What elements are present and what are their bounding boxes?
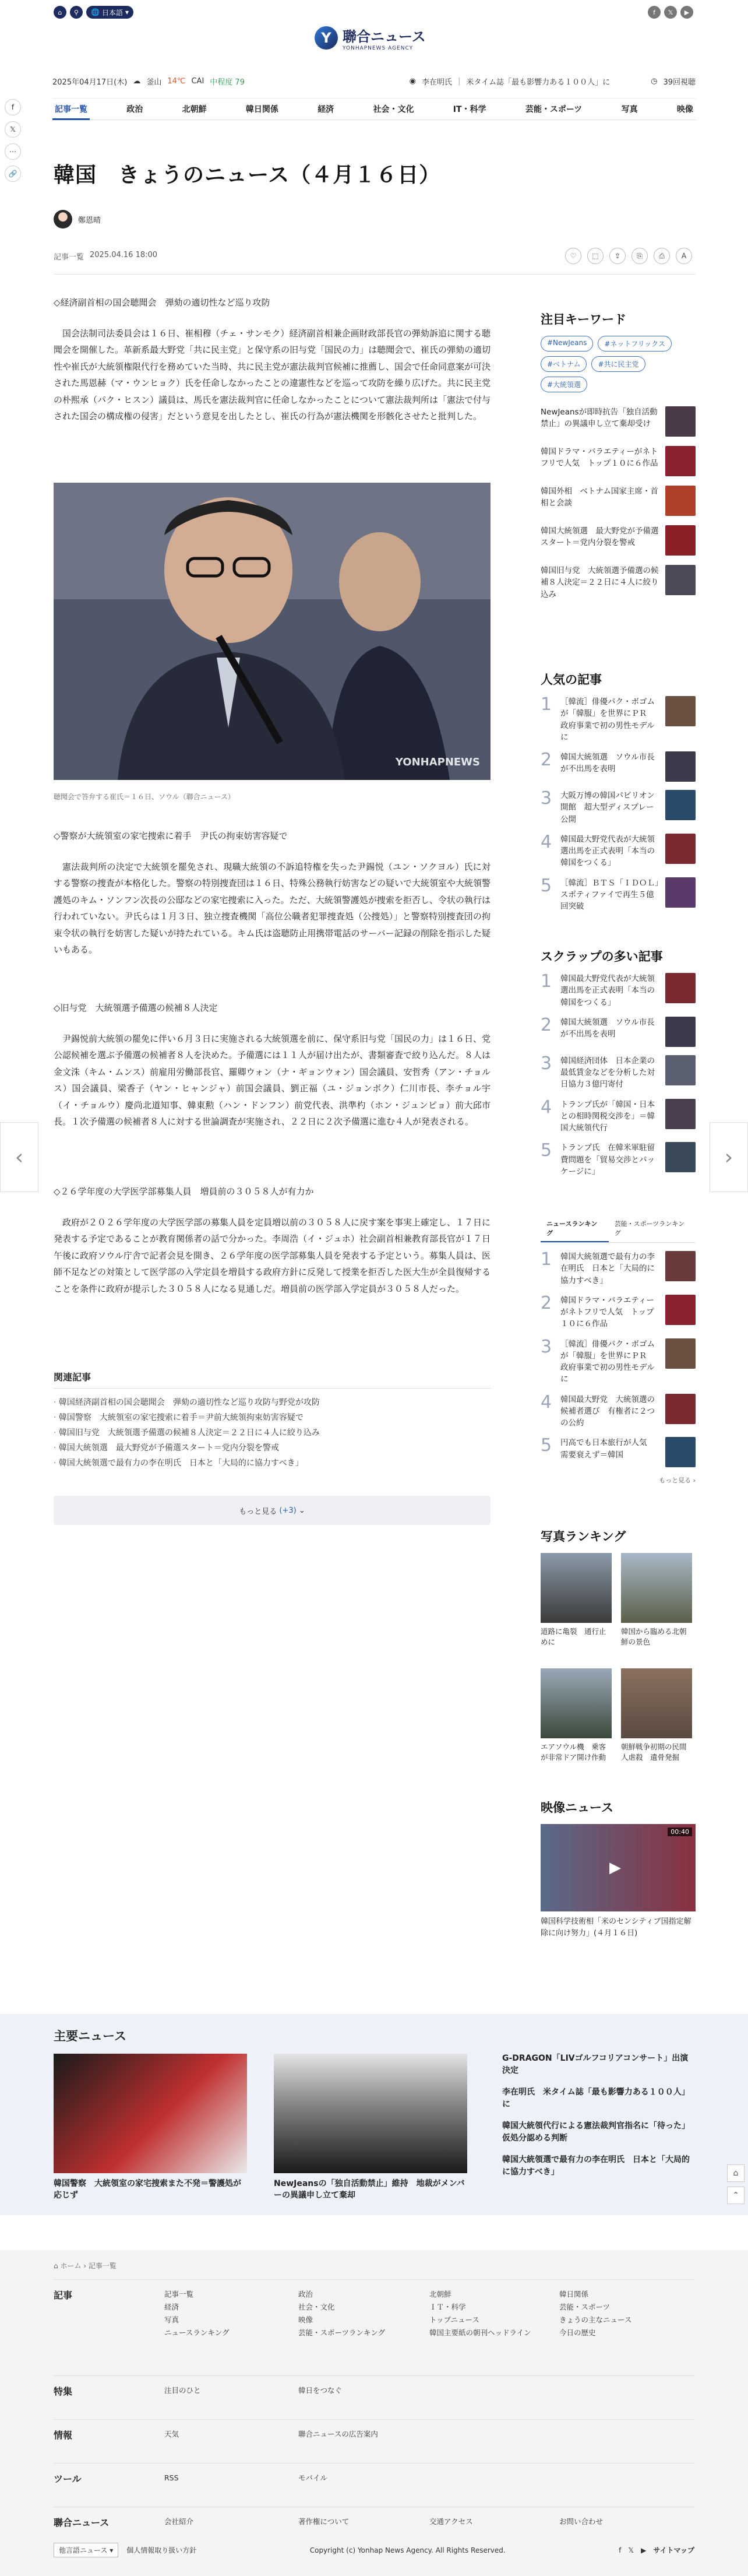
footer-section-info (54, 2419, 694, 2454)
footer-link[interactable]: 社会・文化 (298, 2302, 335, 2311)
related-articles (54, 1370, 491, 1471)
keyword-news-item[interactable] (541, 446, 696, 476)
divider (54, 274, 696, 275)
footer-heading: 情報 (54, 2430, 73, 2441)
nav-item-articles[interactable]: 記事一覧 (52, 103, 90, 120)
rank-thumbnail (665, 877, 696, 908)
author-name: 鄭恩晴 (78, 216, 101, 225)
rank-title: 円高でも日本旅行が人気 需要衰えず＝韓国 (560, 1438, 655, 1460)
nav-item-korea-japan[interactable]: 韓日関係 (245, 105, 278, 114)
rank-thumbnail (665, 1017, 696, 1047)
article-subhead: ◇２６学年度の大学医学部募集人員 増員前の３０５８人が有力か (54, 1186, 314, 1197)
related-item[interactable]: · 韓国大統領選で最有力の李在明氏 日本と「大局的に協力すべき」 (54, 1456, 491, 1471)
video-thumbnail[interactable] (541, 1824, 696, 1911)
main-news-title: 主要ニュース (54, 2029, 126, 2043)
keyword-news-item[interactable] (541, 406, 696, 437)
rank-thumbnail (665, 696, 696, 726)
keywords-panel (541, 310, 696, 610)
clock-icon: ◷ (651, 76, 658, 86)
popular-item[interactable] (541, 696, 696, 743)
copy-icon[interactable]: ⎘ (631, 248, 648, 264)
rank-number: 2 (541, 1014, 552, 1035)
ticker-icon: ◉ (409, 76, 416, 86)
rank-thumbnail (665, 790, 696, 820)
article-paragraph: 憲法裁判所の決定で大統領を罷免され、現職大統領の不訴追特権を失った尹錫悦（ユン・ソクヨル）氏に対する警察の捜査が本格化した。警察の特別捜査団は１６日、特殊公務執行妨害などの疑いで大統領室や大統領警護処のキム・ソンフン次長の公邸などの家宅捜索に入った。ただ、大統領警護処が捜索を拒否し、令状の執行は行われていない。尹氏らは１月３日、独立捜査機関「高位公職者犯罪捜査処（公捜処）」と警察特別捜査団の拘束令状の執行を妨害した疑いが持たれている。キム氏は盗聴防止用携帯電話のサーバー記録の削除を指示した疑いもある。 (54, 861, 491, 955)
ranking-item[interactable] (541, 1391, 696, 1429)
footer-link[interactable]: 記事一覧 (164, 2290, 194, 2299)
rank-thumbnail (665, 1099, 696, 1129)
rank-number: 5 (541, 1140, 552, 1161)
footer-link[interactable]: 聯合ニュースの広告案内 (298, 2430, 378, 2438)
footer-col (559, 2288, 631, 2339)
rank-thumbnail (665, 1055, 696, 1085)
footer-link[interactable]: 注目のひと (164, 2386, 201, 2395)
ticker-headline[interactable]: 米タイム誌「最も影響力ある１００人」に (466, 78, 611, 87)
rank-title: 韓国経済団体 日本企業の最低賃金などを分析した対日協力３億円寄付 (560, 1056, 655, 1090)
footer-link[interactable]: 経済 (164, 2302, 179, 2311)
main-news-image (54, 2054, 247, 2173)
rank-thumbnail (665, 1251, 696, 1281)
ranking-item[interactable] (541, 1251, 696, 1287)
rank-number: 3 (541, 788, 552, 809)
other-language-label: 他言語ニュース (59, 2546, 108, 2554)
footer-link[interactable]: RSS (164, 2473, 179, 2482)
language-label: 日本語 (101, 8, 123, 17)
yonhap-logo-icon: Y (315, 26, 338, 50)
more-count: (+3) (279, 1506, 297, 1515)
main-news-list-item[interactable]: G-DRAGON「LIVゴルフコリアコンサート」出演決定 (502, 2054, 689, 2075)
today-date: 2025年04月17日(木) (52, 78, 128, 87)
photo-ranking-title: 写真ランキング (541, 1530, 626, 1544)
rank-title: 大阪万博の韓国パビリオン開館 超大型ディスプレー公開 (560, 791, 655, 824)
popular-item[interactable] (541, 831, 696, 869)
logo-en: YONHAPNEWS AGENCY (343, 45, 414, 51)
footer-link[interactable]: 韓日関係 (559, 2290, 589, 2299)
ticker-name[interactable]: 李在明氏 (421, 78, 452, 87)
rank-title: ［韓流］俳優パク・ボゴムが「韓服」を世界にＰＲ 政府事業で初の男性モデルに (560, 697, 655, 742)
news-title: 韓国旧与党 大統領選予備選の候補８人決定＝２２日に４人に絞り込み (541, 566, 659, 599)
rank-number: 2 (541, 1292, 552, 1313)
photo-rank-image (541, 1668, 612, 1738)
facebook-icon[interactable]: f (619, 2546, 622, 2554)
rank-title: ［韓流］俳優パク・ボゴムが「韓服」を世界にＰＲ 政府事業で初の男性モデルに (560, 1339, 655, 1384)
youtube-icon[interactable]: ▶ (641, 2546, 647, 2554)
video-title: 映像ニュース (541, 1801, 613, 1815)
related-item[interactable]: · 韓国警察 大統領室の家宅捜索に着手＝尹前大統領拘束妨害容疑で (54, 1411, 491, 1426)
share-icon[interactable]: ⇪ (609, 248, 626, 264)
other-language-select[interactable]: 他言語ニュース ▾ (54, 2543, 118, 2557)
related-item[interactable]: · 韓国経済副首相の国会聴聞会 弾劾の適切性など巡り攻防与野党が攻防 (54, 1396, 491, 1411)
home-icon[interactable]: ⌂ (54, 6, 66, 19)
search-icon[interactable]: ⚲ (70, 6, 83, 19)
main-news-image (274, 2054, 467, 2173)
info-bar (52, 71, 696, 91)
chevron-right-icon: › (724, 1145, 733, 1169)
photo-rank-item[interactable] (541, 1553, 612, 1660)
footer-col (164, 2288, 230, 2339)
rank-title: 韓国最大野党 大統領選の候補者選び 有権者に２つの公約 (560, 1394, 655, 1428)
font-size-icon[interactable]: A (676, 248, 692, 264)
share-sidebar (5, 99, 21, 182)
rank-number: 1 (541, 1249, 552, 1270)
facebook-icon[interactable]: f (648, 6, 661, 19)
main-news-list-item[interactable]: 李在明氏 米タイム誌「最も影響力ある１００人」に (502, 2087, 690, 2109)
next-article-arrow[interactable] (710, 1122, 748, 1192)
footer-link[interactable]: 韓国主要紙の朝刊ヘッドライン (429, 2328, 531, 2337)
article-tools (565, 248, 692, 264)
video-duration: 00:40 (668, 1828, 692, 1836)
footer-link[interactable]: 北朝鮮 (429, 2290, 451, 2299)
rank-number: 3 (541, 1336, 552, 1357)
footer-link[interactable]: 映像 (298, 2315, 313, 2324)
news-title: 韓国外相 ベトナム国家主席・首相と会談 (541, 487, 658, 508)
meta-section[interactable]: 記事一覧 (54, 253, 84, 262)
article-section-2 (54, 828, 491, 964)
footer-heading: 聯合ニュース (54, 2517, 110, 2528)
rank-thumbnail (665, 1295, 696, 1325)
rank-thumbnail (665, 973, 696, 1003)
news-thumbnail (665, 565, 696, 595)
footer-link[interactable]: ＩＴ・科学 (429, 2302, 466, 2311)
meta-time: 2025.04.16 18:00 (90, 251, 158, 259)
footer-link[interactable]: 韓日をつなぐ (298, 2386, 343, 2395)
rank-title: 韓国最大野党代表が大統領選出馬を正式表明「本当の韓国をつくる」 (560, 834, 655, 868)
popular-title: 人気の記事 (541, 673, 602, 687)
footer-link[interactable]: 天気 (164, 2430, 179, 2438)
footer-link[interactable]: 政治 (298, 2290, 313, 2299)
x-icon[interactable]: 𝕏 (664, 6, 677, 19)
photo-rank-item[interactable] (621, 1553, 692, 1660)
rank-title: 韓国大統領選で最有力の李在明氏 日本と「大局的に協力すべき」 (560, 1252, 655, 1285)
footer-link[interactable]: 芸能・スポーツランキング (298, 2328, 386, 2337)
ranking-item[interactable] (541, 1338, 696, 1386)
home-float-icon[interactable]: ⌂ (727, 2164, 745, 2182)
chevron-left-icon: ‹ (15, 1145, 24, 1169)
article-paragraph: 尹錫悦前大統領の罷免に伴い６月３日に実施される大統領選を前に、保守系旧与党「国民の力」は１６日、党公認候補を選ぶ予備選の候補者８人を決めた。予備選には１１人が届け出たが、書類審査で絞り込んだ。８人は金文洙（キム・ムンス）前雇用労働部長官、羅卿ウォン（ナ・ギョンウォン）国会議員、安哲秀（アン・チョルス）国会議員、梁香子（ヤン・ヒャンジャ）前国会議員、劉正福（ユ・ジョンボク）仁川市長、李チョル宇（イ・チョルウ）慶尚北道知事、韓東勲（ハン・ドンフン）前党代表、洪準杓（ホン・ジュンピョ）前大邱市長。１次予備選の候補者８人に対する世論調査が実施され、２２日に２次予備選に進む４人が発表される。 (54, 1033, 491, 1127)
footer-heading: ツール (54, 2473, 82, 2484)
rank-title: 韓国大統領選 ソウル市長が不出馬を表明 (560, 753, 655, 774)
related-title: 関連記事 (54, 1370, 491, 1389)
video-panel (541, 1798, 696, 1939)
nav-item-video[interactable]: 映像 (676, 105, 693, 114)
more-label: もっと見る (239, 1507, 277, 1516)
print-icon[interactable]: ⎙ (654, 248, 670, 264)
rank-number: 4 (541, 831, 552, 852)
news-thumbnail (665, 486, 696, 516)
keyword-chip[interactable]: #ベトナム (541, 356, 587, 372)
keyword-chip[interactable]: #NewJeans (541, 336, 593, 352)
language-select[interactable]: 🌐 日本語 ▾ (86, 6, 133, 19)
share-facebook-icon[interactable]: f (5, 99, 21, 115)
top-bar (0, 0, 748, 26)
article-meta (54, 251, 157, 262)
cai-label: CAI (191, 76, 204, 86)
footer (0, 2250, 748, 2576)
popular-item[interactable] (541, 790, 696, 825)
nav-item-entertainment[interactable]: 芸能・スポーツ (525, 105, 583, 114)
main-news-card[interactable] (274, 2054, 467, 2202)
weather-city: 釜山 (146, 78, 162, 87)
popular-item[interactable] (541, 877, 696, 913)
tab-news-ranking[interactable]: ニュースランキング (541, 1215, 609, 1242)
nav-item-photo[interactable]: 写真 (621, 105, 638, 114)
footer-heading: 記事 (54, 2290, 73, 2301)
rank-thumbnail (665, 1394, 696, 1424)
rank-title: トランプ氏が「韓国・日本との相時関税交渉を」＝韓国大統領代行 (560, 1099, 655, 1133)
news-title: 韓国ドラマ・バラエティーがネトフリで人気 トップ１０に６作品 (541, 447, 658, 469)
scoop-item[interactable] (541, 1099, 696, 1134)
copyright: Copyright (c) Yonhap News Agency. All Rights Reserved. (309, 2546, 506, 2554)
cloud-icon: ☁ (133, 76, 141, 86)
photo-rank-item[interactable] (621, 1668, 692, 1776)
share-x-icon[interactable]: 𝕏 (5, 121, 21, 138)
main-news-list-item[interactable]: 韓国大統領代行による憲法裁判官指名に「待った」仮処分認める判断 (502, 2121, 690, 2143)
popular-item[interactable] (541, 751, 696, 782)
weather-temp: 14℃ (167, 76, 186, 86)
photo-rank-image (541, 1553, 612, 1623)
nav-item-north-korea[interactable]: 北朝鮮 (182, 105, 207, 114)
article-subhead: ◇経済副首相の国会聴聞会 弾劾の適切性など巡り攻防 (54, 297, 270, 308)
photo-caption: 聴聞会で答弁する崔氏＝１６日、ソウル（聯合ニュース） (54, 793, 235, 801)
popular-panel (541, 670, 696, 920)
footer-link[interactable]: 交通アクセス (429, 2517, 473, 2526)
footer-link[interactable]: ニュースランキング (164, 2328, 230, 2337)
scoop-item[interactable] (541, 973, 696, 1008)
news-title: NewJeansが即時抗告「独自活動禁止」の異議申し立て棄却受け (541, 407, 658, 429)
news-title: 韓国大統領選 最大野党が予備選スタート＝党内分裂を警戒 (541, 526, 659, 548)
ranking-panel (541, 1215, 696, 1485)
keyword-news-item[interactable] (541, 525, 696, 556)
rank-thumbnail (665, 751, 696, 782)
logo-ja: 聯合ニュース (343, 28, 426, 45)
footer-heading: 特集 (54, 2386, 73, 2397)
views-count: 39回視聴 (663, 78, 696, 87)
article-section-1 (54, 294, 491, 431)
photo-rank-caption: 道路に亀裂 通行止めに (541, 1627, 606, 1647)
footer-link[interactable]: 写真 (164, 2315, 179, 2324)
like-icon[interactable]: ♡ (565, 248, 581, 264)
scoop-item[interactable] (541, 1014, 696, 1047)
breadcrumb: ⌂ ホーム › 記事一覧 (54, 2262, 117, 2270)
chevron-down-icon: ⌄ (298, 1506, 305, 1515)
ticker-separator: | (457, 76, 461, 86)
article-paragraph: 政府が２０２６学年度の大学医学部の募集人員を定員増以前の３０５８人に戻す案を事実上確定し、１７日に発表する予定であることが教育関係者の話で分かった。李周浩（イ・ジュホ）社会副首相兼教育部長官が１７日午後に政府ソウル庁舎で記者会見を開き、２６学年度の医学部募集人員を発表する予定という。募集人員は、医師不足などの対策として医学部の入学定員を増員する政府方針に反発して授業を拒否した医大生が全員復帰することを条件に政府が提示した３０５８人になる見通しだ。増員前の医学部入学定員が３０５８人だった。 (54, 1217, 491, 1294)
news-thumbnail (665, 446, 696, 476)
rank-title: 韓国大統領選 ソウル市長が不出馬を表明 (560, 1017, 655, 1039)
photo-rank-image (621, 1668, 692, 1738)
breadcrumb-current[interactable]: 記事一覧 (88, 2262, 117, 2270)
rank-title: ［韓流］ＢＴＳ「ＩＤＯＬ」スポティファイで再生５億回突破 (560, 878, 659, 911)
rank-number: 3 (541, 1053, 552, 1074)
footer-section-articles (54, 2279, 694, 2343)
rank-title: トランプ氏 在韓米軍駐留費問題を「貿易交渉とパッケージに」 (560, 1143, 655, 1176)
bookmark-icon[interactable]: ⬚ (587, 248, 604, 264)
article-subhead: ◇旧与党 大統領選予備選の候補８人決定 (54, 1003, 218, 1013)
footer-link[interactable]: トップニュース (429, 2315, 479, 2324)
photo-rank-item[interactable] (541, 1668, 612, 1776)
breadcrumb-home[interactable]: ホーム (60, 2262, 82, 2270)
rank-number: 4 (541, 1097, 552, 1117)
rank-number: 5 (541, 1435, 552, 1456)
avatar (54, 210, 72, 229)
play-icon: ▶ (609, 1859, 621, 1876)
related-item[interactable]: · 韓国旧与党 大統領選予備選の候補８人決定＝２２日に４人に絞り込み (54, 1426, 491, 1441)
photo-rank-caption: エアソウル機 乗客が非常ドア開け作動 (541, 1742, 606, 1762)
photo-ranking-panel (541, 1527, 696, 1776)
footer-link[interactable]: 会社紹介 (164, 2517, 194, 2526)
keyword-chip[interactable]: #共に民主党 (591, 356, 645, 372)
photo-watermark: YONHAPNEWS (395, 756, 480, 768)
sitemap-link[interactable]: サイトマップ (653, 2546, 694, 2554)
scoop-item[interactable] (541, 1142, 696, 1178)
footer-link[interactable]: 著作権について (298, 2517, 350, 2526)
main-nav (52, 98, 696, 120)
main-news-list-item[interactable]: 韓国大統領選で最有力の李在明氏 日本と「大局的に協力すべき」 (502, 2155, 690, 2177)
article-subhead: ◇警察が大統領室の家宅捜索に着手 尹氏の拘束妨害容疑で (54, 831, 288, 841)
keyword-news-item[interactable] (541, 565, 696, 600)
air-quality: 中程度 79 (210, 78, 245, 87)
rank-number: 1 (541, 694, 552, 715)
news-thumbnail (665, 525, 696, 556)
tab-sports-ranking[interactable]: 芸能・スポーツランキング (614, 1220, 685, 1237)
scoop-panel (541, 947, 696, 1186)
nav-item-economy[interactable]: 経済 (317, 105, 334, 114)
main-news-card-title: NewJeansの「独自活動禁止」維持 地裁がメンバーの異議申し立て棄却 (274, 2179, 465, 2201)
footer-section-company (54, 2507, 694, 2547)
footer-link[interactable]: きょうの主なニュース (559, 2315, 632, 2324)
video-caption[interactable]: 韓国科学技術相「米のセンシティブ国指定解除に向け努力」(４月１６日) (541, 1917, 691, 1938)
nav-item-it[interactable]: IT・科学 (453, 105, 486, 114)
footer-bottom (54, 2543, 694, 2557)
article-section-4 (54, 1183, 491, 1303)
privacy-link[interactable]: 個人情報取り扱い方針 (126, 2546, 197, 2554)
scoop-item[interactable] (541, 1055, 696, 1091)
ranking-item[interactable] (541, 1292, 696, 1330)
footer-col (298, 2288, 385, 2339)
footer-link[interactable]: 芸能・スポーツ (559, 2302, 611, 2311)
news-thumbnail (665, 406, 696, 437)
more-related-button[interactable] (54, 1496, 491, 1525)
keyword-chip[interactable]: #大統領選 (541, 377, 587, 392)
main-news-band (0, 2014, 748, 2215)
keyword-news-item[interactable] (541, 486, 696, 516)
keyword-chip[interactable]: #ネットフリックス (598, 336, 672, 352)
rank-title: 韓国ドラマ・バラエティーがネトフリで人気 トップ１０に６作品 (560, 1295, 654, 1329)
youtube-icon[interactable]: ▶ (680, 6, 693, 19)
footer-col (429, 2288, 531, 2339)
article-paragraph: 国会法制司法委員会は１６日、崔相穆（チェ・サンモク）経済副首相兼企画財政部長官の弾劾訴追に関する聴聞会を開催した。革新系最大野党「共に民主党」と保守系の旧与党「国民の力」は聴聞会で、崔氏の弾劾の適切性や崔氏が大統領権限代行を務めていた当時、共に民主党が憲法裁判官候補に推薦し、国会で任命同意案が可決された馬恩赫（マ・ウンヒョク）氏を任命しなかったことの違憲性などを巡って攻防を繰り広げた。共に民主党の朴熙承（パク・ヒスン）議員は、馬氏を憲法裁判官に任命しなかったことについて憲法裁判所は「憲法で付与された国会の構成権の侵害」だという意見を出したとし、崔氏の行為が憲法機関を形骸化させたと批判した。 (54, 328, 491, 421)
main-news-list (502, 2053, 694, 2188)
share-more-icon[interactable]: ⋯ (5, 143, 21, 160)
main-news-card[interactable] (54, 2054, 247, 2202)
photo-illustration (54, 483, 491, 780)
rank-thumbnail (665, 834, 696, 864)
site-logo[interactable] (315, 23, 437, 52)
ranking-item[interactable] (541, 1437, 696, 1467)
rank-number: 1 (541, 971, 552, 992)
x-icon[interactable]: 𝕏 (628, 2546, 634, 2554)
article-section-3 (54, 1000, 491, 1136)
rank-number: 2 (541, 750, 552, 770)
rank-number: 4 (541, 1391, 552, 1412)
rank-title: 韓国最大野党代表が大統領選出馬を正式表明「本当の韓国をつくる」 (560, 974, 655, 1007)
footer-section-tools (54, 2463, 694, 2498)
home-icon: ⌂ (54, 2262, 58, 2270)
photo-rank-caption: 韓国から臨める北朝鮮の景色 (621, 1627, 687, 1647)
prev-article-arrow[interactable] (0, 1122, 38, 1192)
rank-number: 5 (541, 875, 552, 896)
photo-rank-caption: 朝鮮戦争初期の民間人虐殺 遺骨発掘 (621, 1742, 687, 1762)
rank-thumbnail (665, 1142, 696, 1172)
scroll-top-icon[interactable]: ⌃ (727, 2187, 745, 2204)
copy-link-icon[interactable]: 🔗 (5, 166, 21, 182)
article-photo[interactable] (54, 483, 491, 780)
more-link-label: もっと見る (659, 1477, 691, 1485)
nav-item-politics[interactable]: 政治 (126, 105, 143, 114)
keywords-title: 注目キーワード (541, 312, 626, 326)
author[interactable] (54, 210, 101, 229)
footer-link[interactable]: お問い合わせ (559, 2517, 604, 2526)
nav-item-society[interactable]: 社会・文化 (373, 105, 414, 114)
main-news-card-title: 韓国警察 大統領室の家宅捜索また不発＝警護処が応じず (54, 2179, 241, 2201)
related-item[interactable]: · 韓国大統領選 最大野党が予備選スタート＝党内分裂を警戒 (54, 1441, 491, 1456)
footer-section-features (54, 2375, 694, 2410)
rank-thumbnail (665, 1437, 696, 1467)
ranking-more-link[interactable]: もっと見る › (659, 1477, 696, 1485)
article-title: 韓国 きょうのニュース（４月１６日） (54, 163, 441, 187)
photo-rank-image (621, 1553, 692, 1623)
footer-link[interactable]: モバイル (298, 2473, 328, 2482)
scoop-title: スクラップの多い記事 (541, 950, 663, 964)
footer-link[interactable]: 今日の歴史 (559, 2328, 596, 2337)
rank-thumbnail (665, 1338, 696, 1369)
